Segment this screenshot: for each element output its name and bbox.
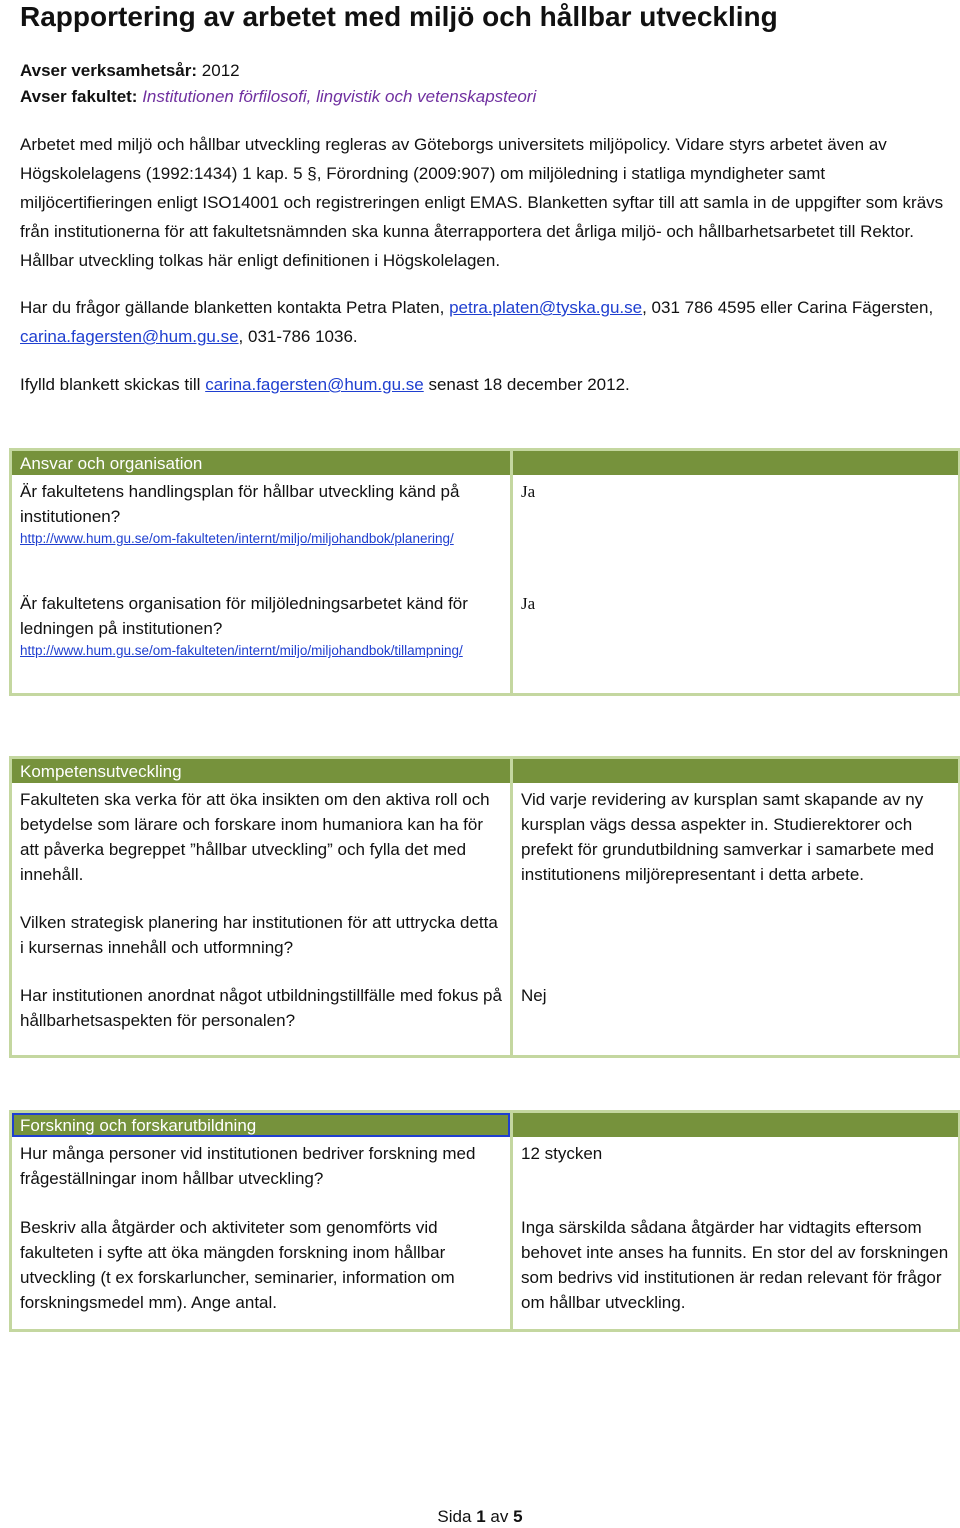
faculty-value: Institutionen förfilosofi, lingvistik och vetenskapsteori (142, 87, 537, 106)
contact-text-a: Har du frågor gällande blanketten kontakta Petra Platen, (20, 298, 450, 317)
email-link-carina[interactable]: carina.fagersten@hum.gu.se (20, 327, 239, 346)
send-text-b: senast 18 december 2012. (423, 375, 630, 394)
planering-link[interactable]: http://www.hum.gu.se/om-fakulteten/internt/miljo/miljohandbok/planering/ (20, 531, 454, 546)
answer-field[interactable]: Nej (521, 986, 547, 1005)
question-text: Vilken strategisk planering har institutionen för att uttrycka detta i kursernas innehåll och utformning? (20, 913, 498, 957)
page-footer (0, 1506, 960, 1528)
email-link-petra[interactable]: petra.platen@tyska.gu.se (449, 298, 643, 317)
section-header: Kompetensutveckling (12, 759, 510, 783)
section-header-filler (513, 759, 958, 783)
question-text: Hur många personer vid institutionen bedriver forskning med frågeställningar inom hållbar utveckling? (20, 1144, 476, 1188)
footer-page-number: 1 (476, 1507, 486, 1526)
section-ansvar-table (9, 448, 960, 696)
year-label: Avser verksamhetsår: (20, 61, 198, 80)
email-link-submit[interactable]: carina.fagersten@hum.gu.se (205, 375, 424, 394)
section-header: Ansvar och organisation (12, 451, 510, 475)
footer-total-pages: 5 (513, 1507, 523, 1526)
year-line (20, 60, 240, 82)
send-text-a: Ifylld blankett skickas till (20, 375, 206, 394)
answer-field[interactable]: Inga särskilda sådana åtgärder har vidtagits eftersom behovet inte anses ha funnits. En stor del av forskningen som bedrivs vid institutionen är redan relevant för frågor om hållbar utveckling. (521, 1218, 949, 1312)
answer-field[interactable]: Vid varje revidering av kursplan samt skapande av ny kursplan vägs dessa aspekter in. Studierektorer och prefekt för grundutbildning samverkar i samarbete med institutionens miljörepresentant i detta arbete. (521, 790, 934, 884)
faculty-line (20, 86, 536, 108)
page-title: Rapportering av arbetet med miljö och hållbar utveckling (20, 1, 778, 32)
answer-field[interactable]: 12 stycken (521, 1144, 603, 1163)
submit-paragraph (20, 370, 945, 399)
answer-field[interactable]: Ja (521, 594, 536, 613)
section-kompetens-table (9, 756, 960, 1058)
section-kompetens-left (11, 758, 512, 1057)
section-header-filler (513, 1113, 958, 1137)
section-forskning-right (512, 1112, 960, 1331)
footer-av: av (490, 1507, 509, 1526)
contact-paragraph (20, 293, 945, 351)
section-forskning-table (9, 1110, 960, 1332)
question-block (20, 983, 502, 1033)
question-block (20, 787, 502, 983)
section-ansvar-left (11, 450, 512, 695)
section-header: Forskning och forskarutbildning (12, 1113, 510, 1137)
question-block (20, 591, 502, 661)
contact-text-b: , 031 786 4595 eller Carina Fägersten, (642, 298, 934, 317)
question-text: Har institutionen anordnat något utbildningstillfälle med fokus på hållbarhetsaspekten för personalen? (20, 986, 502, 1030)
footer-sida: Sida (437, 1507, 472, 1526)
section-kompetens-right (512, 758, 960, 1057)
year-value: 2012 (201, 61, 240, 80)
question-block (20, 479, 502, 591)
intro-text: Arbetet med miljö och hållbar utveckling regleras av Göteborgs universitets miljöpolicy. Vidare styrs arbetet även av Högskolelagens (1992:1434) 1 kap. 5 §, Förordning (2009:907) om miljöledning i statliga myndigheter samt miljöcertifieringen enligt ISO14001 och registreringen enligt EMAS. Blanketten syftar till att samla in de uppgifter som krävs från institutionerna för att fakultetsnämnden ska kunna återrapportera det årliga miljö- och hållbarhetsarbetet till Rektor. Hållbar utveckling tolkas här enligt definitionen i Högskolelagen. (20, 135, 944, 270)
faculty-label: Avser fakultet: (20, 87, 138, 106)
section-forskning-left (11, 1112, 512, 1331)
question-text: Fakulteten ska verka för att öka insikten om den aktiva roll och betydelse som lärare och forskare inom humaniora kan ha för att påverka begreppet ”hållbar utveckling” och fylla det med innehåll. (20, 790, 490, 884)
answer-field[interactable]: Ja (521, 482, 536, 501)
question-text: Är fakultetens handlingsplan för hållbar utveckling känd på institutionen? (20, 482, 460, 526)
section-header-filler (513, 451, 958, 475)
tillampning-link[interactable]: http://www.hum.gu.se/om-fakulteten/internt/miljo/miljohandbok/tillampning/ (20, 643, 463, 658)
section-ansvar-right (512, 450, 960, 695)
intro-paragraph (20, 130, 945, 275)
contact-text-c: , 031-786 1036. (238, 327, 358, 346)
question-text: Beskriv alla åtgärder och aktiviteter som genomförts vid fakulteten i syfte att öka mängden forskning inom hållbar utveckling (t ex forskarluncher, seminarier, information om forskningsmedel mm). Ange antal. (20, 1218, 455, 1312)
question-text: Är fakultetens organisation för miljöledningsarbetet känd för ledningen på institutionen? (20, 594, 468, 638)
